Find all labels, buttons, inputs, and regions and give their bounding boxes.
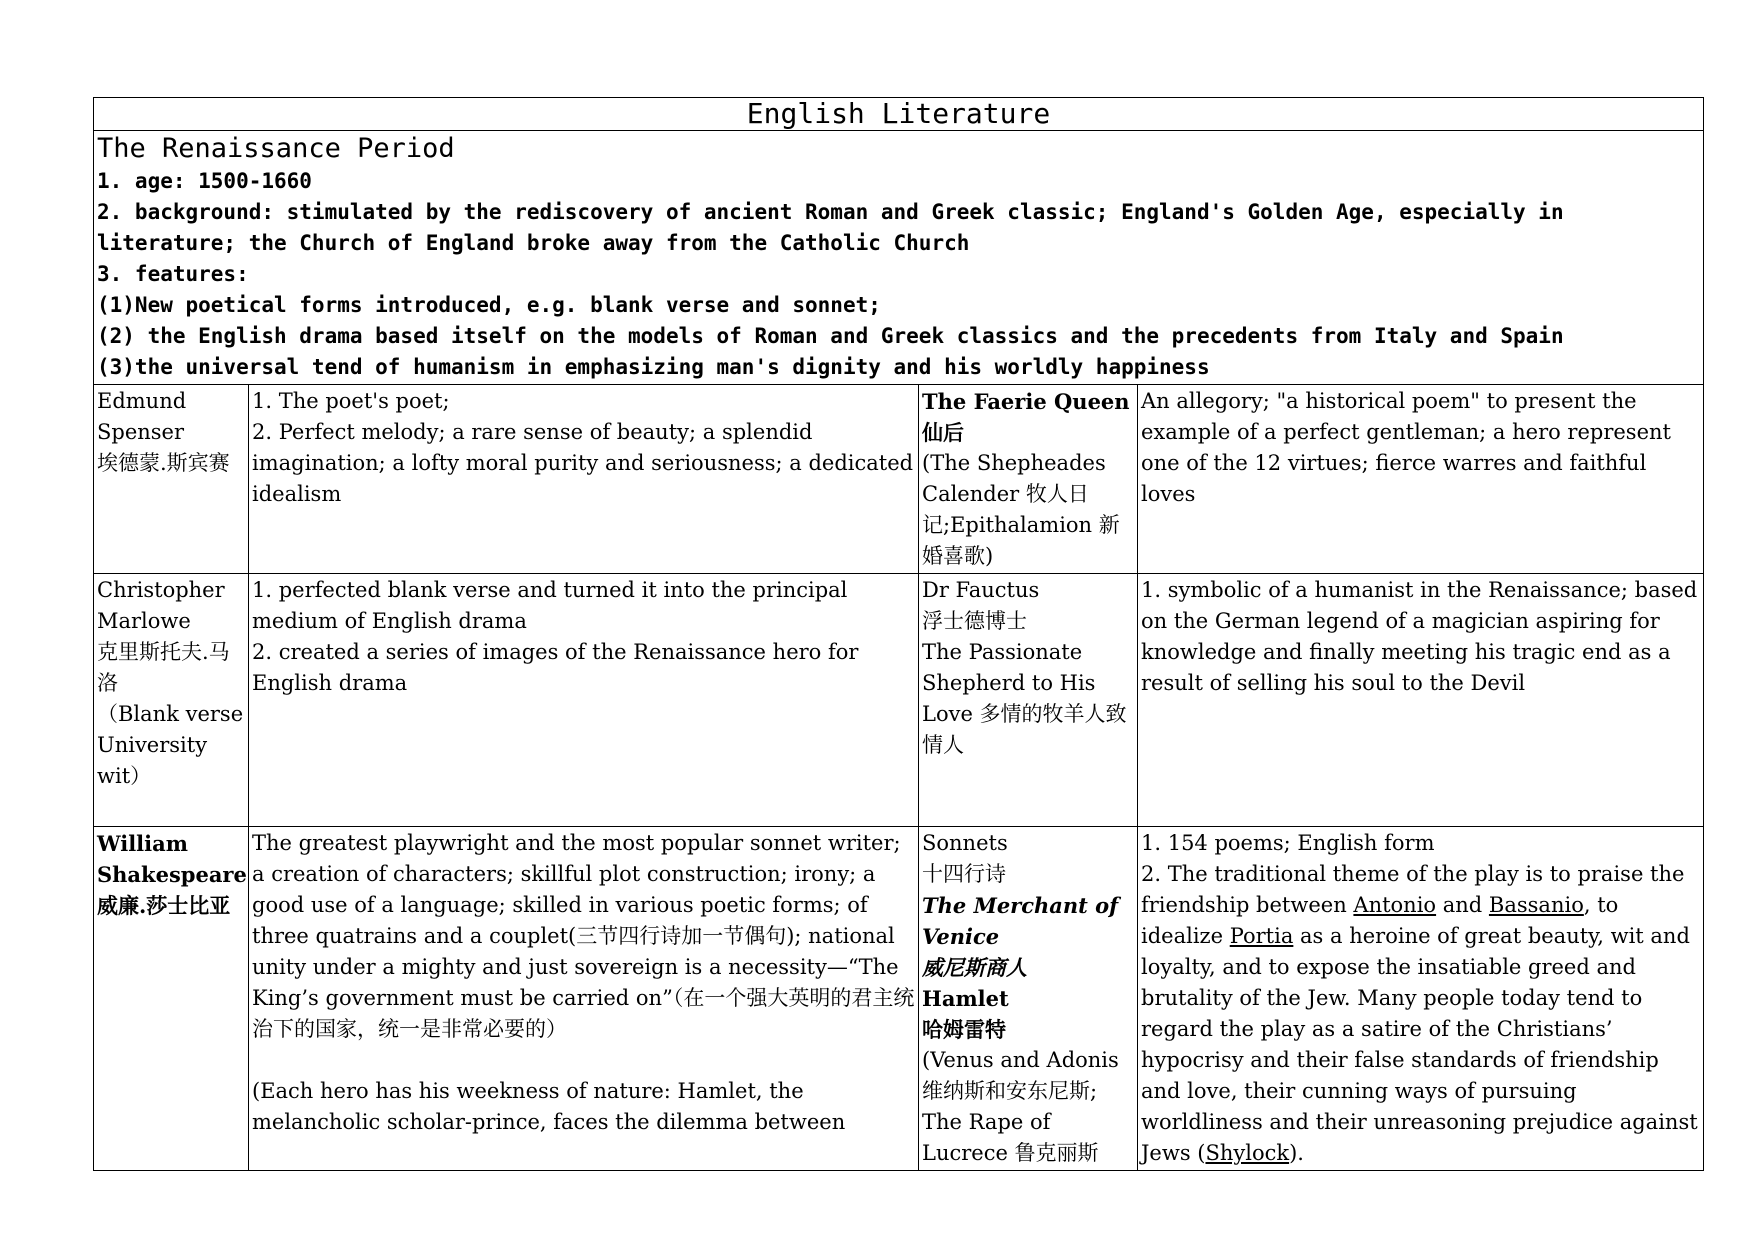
- intro-feature-2: (2) the English drama based itself on the models of Roman and Greek classics and the precedents from Italy and Spain: [97, 324, 1564, 348]
- author-name: William: [97, 831, 188, 856]
- spacer: [252, 1045, 915, 1076]
- works-cell: [919, 827, 1138, 1171]
- table-row: [94, 574, 1704, 827]
- table-row: [94, 385, 1704, 574]
- author-cell: [94, 827, 249, 1171]
- work-title: The Passionate Shepherd to His Love 多情的牧羊人致情人: [922, 640, 1127, 757]
- author-name: Shakespeare: [97, 862, 247, 887]
- intro-feature-1: (1)New poetical forms introduced, e.g. blank verse and sonnet;: [97, 293, 881, 317]
- work-title-cn: 十四行诗: [922, 862, 1006, 886]
- traits-cell: [249, 385, 919, 574]
- notes-cell: [1138, 574, 1704, 827]
- note-fragment: and: [1436, 893, 1489, 917]
- note-fragment: 2. The traditional theme of the play is to praise the friendship between: [1141, 862, 1685, 917]
- author-name: Christopher: [97, 578, 225, 602]
- work-title-cn: 仙后: [922, 420, 964, 445]
- work-title-cn: 哈姆雷特: [922, 1017, 1006, 1042]
- author-name: Marlowe: [97, 609, 191, 633]
- author-name-cn: 威廉.莎士比亚: [97, 893, 231, 918]
- work-other: (The Shepheades Calender 牧人日记;Epithalamion 新婚喜歌): [922, 451, 1120, 568]
- author-cell: [94, 385, 249, 574]
- note-fragment: , to idealize: [1141, 893, 1619, 948]
- note-text: An allegory; "a historical poem" to present the example of a perfect gentleman; a hero represent one of the 12 virtues; fierce warres and faithful loves: [1141, 389, 1671, 506]
- intro-row: [94, 131, 1704, 385]
- character-name: Antonio: [1353, 893, 1437, 917]
- trait-item: The greatest playwright and the most popular sonnet writer; a creation of characters; skillful plot construction; irony; a good use of a language; skilled in various poetic forms; of three quatrains and a couplet(三节四行诗加一节偶句); national unity under a mighty and just sovereign is a necessity—“The King’s government must be carried on”（在一个强大英明的君主统治下的国家，统一是非常必要的）: [252, 831, 915, 1041]
- period-heading: The Renaissance Period: [97, 133, 455, 164]
- author-note: University wit）: [97, 733, 208, 788]
- work-other: (Venus and Adonis 维纳斯和安东尼斯; The Rape of Lucrece 鲁克丽斯: [922, 1048, 1119, 1165]
- author-name-cn: 克里斯托夫.马洛: [97, 640, 230, 695]
- character-name: Portia: [1229, 924, 1294, 948]
- note-text: 1. 154 poems; English form: [1141, 831, 1435, 855]
- work-title: Sonnets: [922, 831, 1008, 855]
- title-row: [94, 98, 1704, 131]
- period-intro: [94, 131, 1704, 385]
- work-title-cn: 威尼斯商人: [922, 955, 1027, 980]
- author-name-cn: 埃德蒙.斯宾赛: [97, 451, 230, 475]
- work-title: Dr Fauctus: [922, 578, 1040, 602]
- trait-item: 1. perfected blank verse and turned it into the principal medium of English drama: [252, 578, 848, 633]
- intro-feature-3: (3)the universal tend of humanism in emphasizing man's dignity and his worldly happiness: [97, 355, 1210, 379]
- traits-cell: [249, 574, 919, 827]
- author-cell: [94, 574, 249, 827]
- traits-cell: [249, 827, 919, 1171]
- character-name: Bassanio: [1488, 893, 1584, 917]
- character-name: Shylock: [1205, 1141, 1290, 1165]
- note-text: [1141, 859, 1700, 1169]
- intro-background: 2. background: stimulated by the rediscovery of ancient Roman and Greek classic; England's Golden Age, especially in literature; the Church of England broke away from the Catholic Church: [97, 200, 1564, 255]
- note-text: 1. symbolic of a humanist in the Renaissance; based on the German legend of a magician aspiring for knowledge and finally meeting his tragic end as a result of selling his soul to the Devil: [1141, 578, 1698, 695]
- note-fragment: ).: [1289, 1141, 1304, 1165]
- author-note: （Blank verse: [97, 702, 244, 726]
- work-title-cn: 浮士德博士: [922, 609, 1027, 633]
- work-title: The Merchant of Venice: [922, 893, 1119, 949]
- intro-age: 1. age: 1500-1660: [97, 169, 312, 193]
- trait-item: 2. Perfect melody; a rare sense of beauty; a splendid imagination; a lofty moral purity and seriousness; a dedicated idealism: [252, 420, 914, 506]
- table-row: [94, 827, 1704, 1171]
- trait-item: 2. created a series of images of the Renaissance hero for English drama: [252, 640, 859, 695]
- works-cell: [919, 574, 1138, 827]
- work-title: The Faerie Queen: [922, 389, 1130, 414]
- work-title: Hamlet: [922, 986, 1009, 1011]
- notes-cell: [1138, 385, 1704, 574]
- author-name: Spenser: [97, 420, 185, 444]
- note-fragment: as a heroine of great beauty, wit and loyalty, and to expose the insatiable greed and brutality of the Jew. Many people today tend to regard the play as a satire of the Christians’ hypocrisy and their false standards of friendship and love, their cunning ways of pursuing worldliness and their unreasoning prejudice against Jews (: [1141, 924, 1698, 1165]
- intro-features: 3. features:: [97, 262, 249, 286]
- table-title: English Literature: [94, 98, 1704, 131]
- notes-cell: [1138, 827, 1704, 1171]
- works-cell: [919, 385, 1138, 574]
- trait-item: (Each hero has his weekness of nature: Hamlet, the melancholic scholar-prince, faces the dilemma between: [252, 1079, 846, 1134]
- trait-item: 1. The poet's poet;: [252, 389, 450, 413]
- author-name: Edmund: [97, 389, 187, 413]
- literature-table: [93, 97, 1704, 1171]
